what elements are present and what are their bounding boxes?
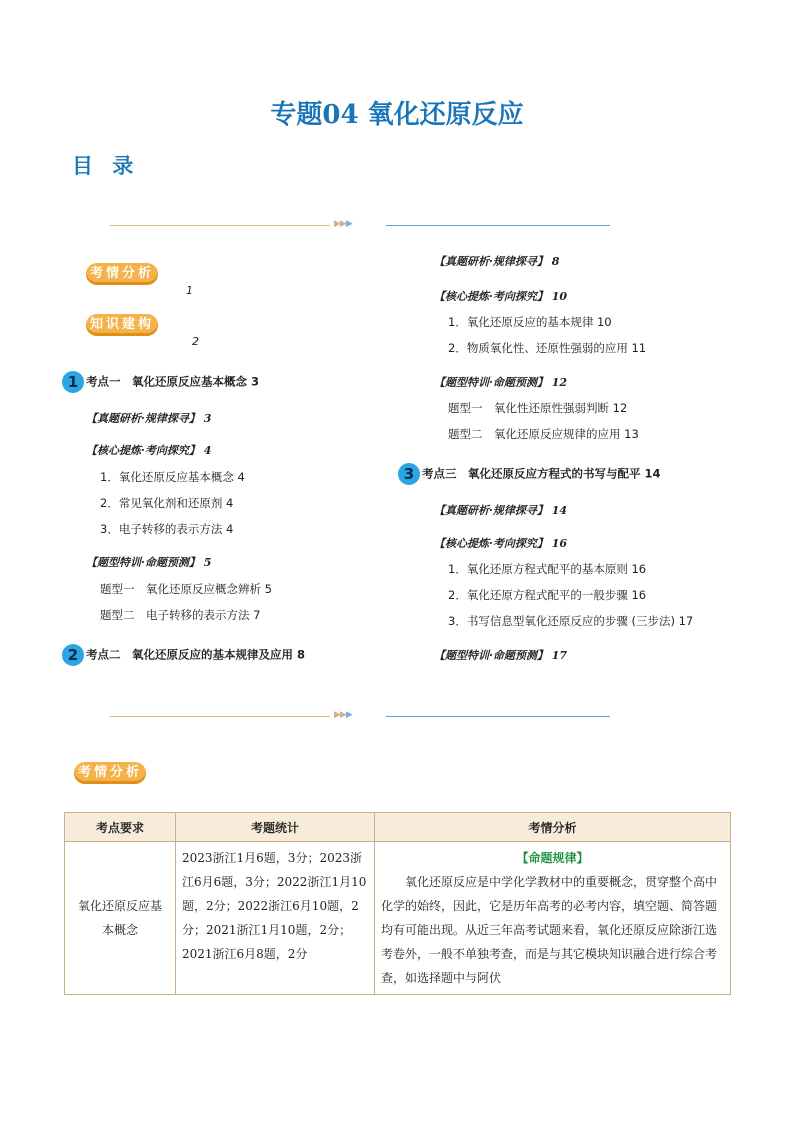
toc-item[interactable]: 2．物质氧化性、还原性强弱的应用 11 [448, 341, 647, 355]
divider-left [110, 716, 330, 717]
toc-item[interactable]: 题型一 氧化还原反应概念辨析 5 [100, 582, 272, 596]
toc-section[interactable]: 【真题研析·规律探寻】 3 [86, 412, 212, 425]
divider-right [386, 225, 610, 226]
toc-item[interactable]: 题型一 氧化性还原性强弱判断 12 [448, 401, 628, 415]
toc-item[interactable]: 3．电子转移的表示方法 4 [100, 522, 234, 536]
table-cell-stats: 2023浙江1月6题，3分；2023浙江6月6题，3分；2022浙江1月10题，2分；2022浙江6月10题，2分；2021浙江1月10题，2分；2021浙江6月8题，2分 [176, 842, 375, 995]
toc-section[interactable]: 【核心提炼·考向探究】 16 [434, 537, 567, 550]
toc-section[interactable]: 【核心提炼·考向探究】 4 [86, 444, 212, 457]
toc-item[interactable]: 2．常见氧化剂和还原剂 4 [100, 496, 234, 510]
kaoqing-table [64, 812, 731, 995]
toc-section[interactable]: 【真题研析·规律探寻】 14 [434, 504, 567, 517]
divider-left [110, 225, 330, 226]
toc-kaodian-3[interactable]: 3 考点三 氧化还原反应方程式的书写与配平 14 [398, 463, 661, 485]
toc-kaodian-2[interactable]: 2 考点二 氧化还原反应的基本规律及应用 8 [62, 644, 305, 666]
kaoqing-badge-2: 考情分析 [74, 761, 146, 784]
kaoqing-page: 1 [186, 284, 193, 297]
toc-item[interactable]: 1．氧化还原反应基本概念 4 [100, 470, 245, 484]
divider-arrows: ▶▶▶ [334, 710, 352, 720]
table-row [65, 842, 731, 995]
toc-item[interactable]: 题型二 氧化还原反应规律的应用 13 [448, 427, 639, 441]
table-header: 考题统计 [176, 813, 375, 842]
toc-section[interactable]: 【核心提炼·考向探究】 10 [434, 290, 567, 303]
toc-item[interactable]: 3．书写信息型氧化还原反应的步骤 (三步法) 17 [448, 614, 694, 628]
toc-item[interactable]: 1．氧化还原方程式配平的基本原则 16 [448, 562, 647, 576]
toc-section[interactable]: 【题型特训·命题预测】 12 [434, 376, 567, 389]
rule-heading: 【命题规律】 [516, 851, 589, 865]
toc-item[interactable]: 2．氧化还原方程式配平的一般步骤 16 [448, 588, 647, 602]
toc-heading: 目 录 [72, 154, 140, 178]
zhishi-badge: 知识建构 [86, 313, 158, 336]
divider-right [386, 716, 610, 717]
kaoqing-badge: 考情分析 [86, 262, 158, 285]
toc-item[interactable]: 1．氧化还原反应的基本规律 10 [448, 315, 612, 329]
toc-kaodian-1[interactable]: 1 考点一 氧化还原反应基本概念 3 [62, 371, 259, 393]
toc-section[interactable]: 【真题研析·规律探寻】 8 [434, 255, 560, 268]
page-title: 专题04 氧化还原反应 [270, 100, 524, 130]
toc-section[interactable]: 【题型特训·命题预测】 17 [434, 649, 567, 662]
divider-arrows: ▶▶▶ [334, 219, 352, 229]
toc-section[interactable]: 【题型特训·命题预测】 5 [86, 556, 212, 569]
table-cell-requirement: 氧化还原反应基本概念 [65, 842, 176, 995]
table-header-row [65, 813, 731, 842]
toc-item[interactable]: 题型二 电子转移的表示方法 7 [100, 608, 261, 622]
analysis-text: 氧化还原反应是中学化学教材中的重要概念，贯穿整个高中化学的始终，因此，它是历年高考的必考内容，填空题、简答题均有可能出现。从近三年高考试题来看，氧化还原反应除浙江选考卷外，一般不单独考查，而是与其它模块知识融合进行综合考查，如选择题中与阿伏 [381, 875, 718, 985]
number-circle-2: 2 [62, 644, 84, 666]
number-circle-1: 1 [62, 371, 84, 393]
number-circle-3: 3 [398, 463, 420, 485]
table-cell-analysis [375, 842, 731, 995]
zhishi-page: 2 [192, 335, 199, 348]
table-header: 考点要求 [65, 813, 176, 842]
table-header: 考情分析 [375, 813, 731, 842]
